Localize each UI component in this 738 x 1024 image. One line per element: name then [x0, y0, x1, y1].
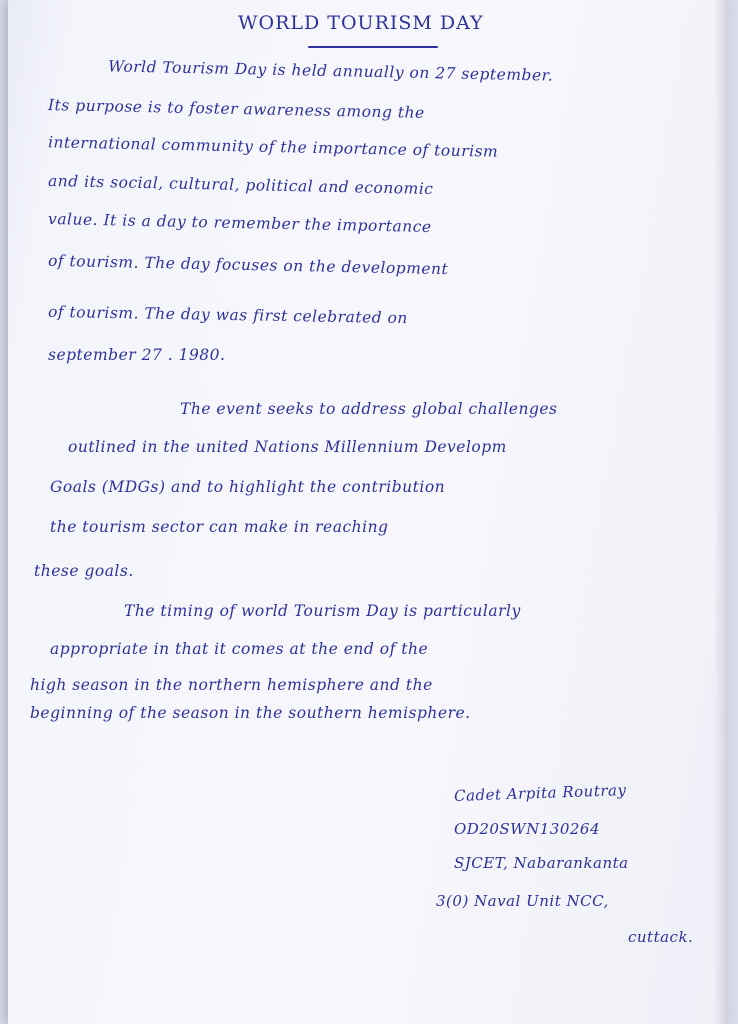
notebook-page: [8, 0, 728, 1024]
paragraph-3-line-1: The timing of world Tourism Day is particularly: [124, 602, 521, 620]
signature-unit: 3(0) Naval Unit NCC,: [436, 892, 609, 910]
paragraph-1-line-4: and its social, cultural, political and economic: [47, 171, 434, 199]
page-fold-shadow: [714, 0, 728, 1024]
document-title: WORLD TOURISM DAY: [238, 12, 484, 34]
paragraph-1-line-2: Its purpose is to foster awareness among the: [47, 96, 425, 122]
paragraph-1-line-7: of tourism. The day was first celebrated on: [47, 302, 409, 328]
paragraph-1-line-6: of tourism. The day focuses on the development: [47, 251, 449, 279]
paragraph-1-line-1: World Tourism Day is held annually on 27 september.: [107, 57, 554, 85]
paragraph-2-line-4: the tourism sector can make in reaching: [50, 518, 389, 536]
paragraph-2-line-5: these goals.: [34, 562, 134, 580]
signature-college: SJCET, Nabarankanta: [454, 854, 629, 872]
paragraph-3-line-4: beginning of the season in the southern hemisphere.: [30, 704, 471, 722]
title-underline: [308, 46, 438, 48]
paragraph-3-line-2: appropriate in that it comes at the end of the: [50, 640, 429, 658]
paragraph-3-line-3: high season in the northern hemisphere and the: [30, 676, 433, 694]
paragraph-1-line-3: international community of the importance of tourism: [47, 133, 499, 161]
signature-name: Cadet Arpita Routray: [453, 780, 627, 806]
signature-city: cuttack.: [628, 928, 694, 946]
paragraph-2-line-2: outlined in the united Nations Millennium Developm: [68, 438, 507, 456]
signature-id: OD20SWN130264: [454, 820, 600, 838]
paragraph-2-line-3: Goals (MDGs) and to highlight the contribution: [50, 478, 446, 496]
paragraph-1-line-5: value. It is a day to remember the importance: [47, 209, 432, 237]
paragraph-1-line-8: september 27 . 1980.: [48, 346, 226, 364]
paragraph-2-line-1: The event seeks to address global challenges: [180, 400, 558, 418]
